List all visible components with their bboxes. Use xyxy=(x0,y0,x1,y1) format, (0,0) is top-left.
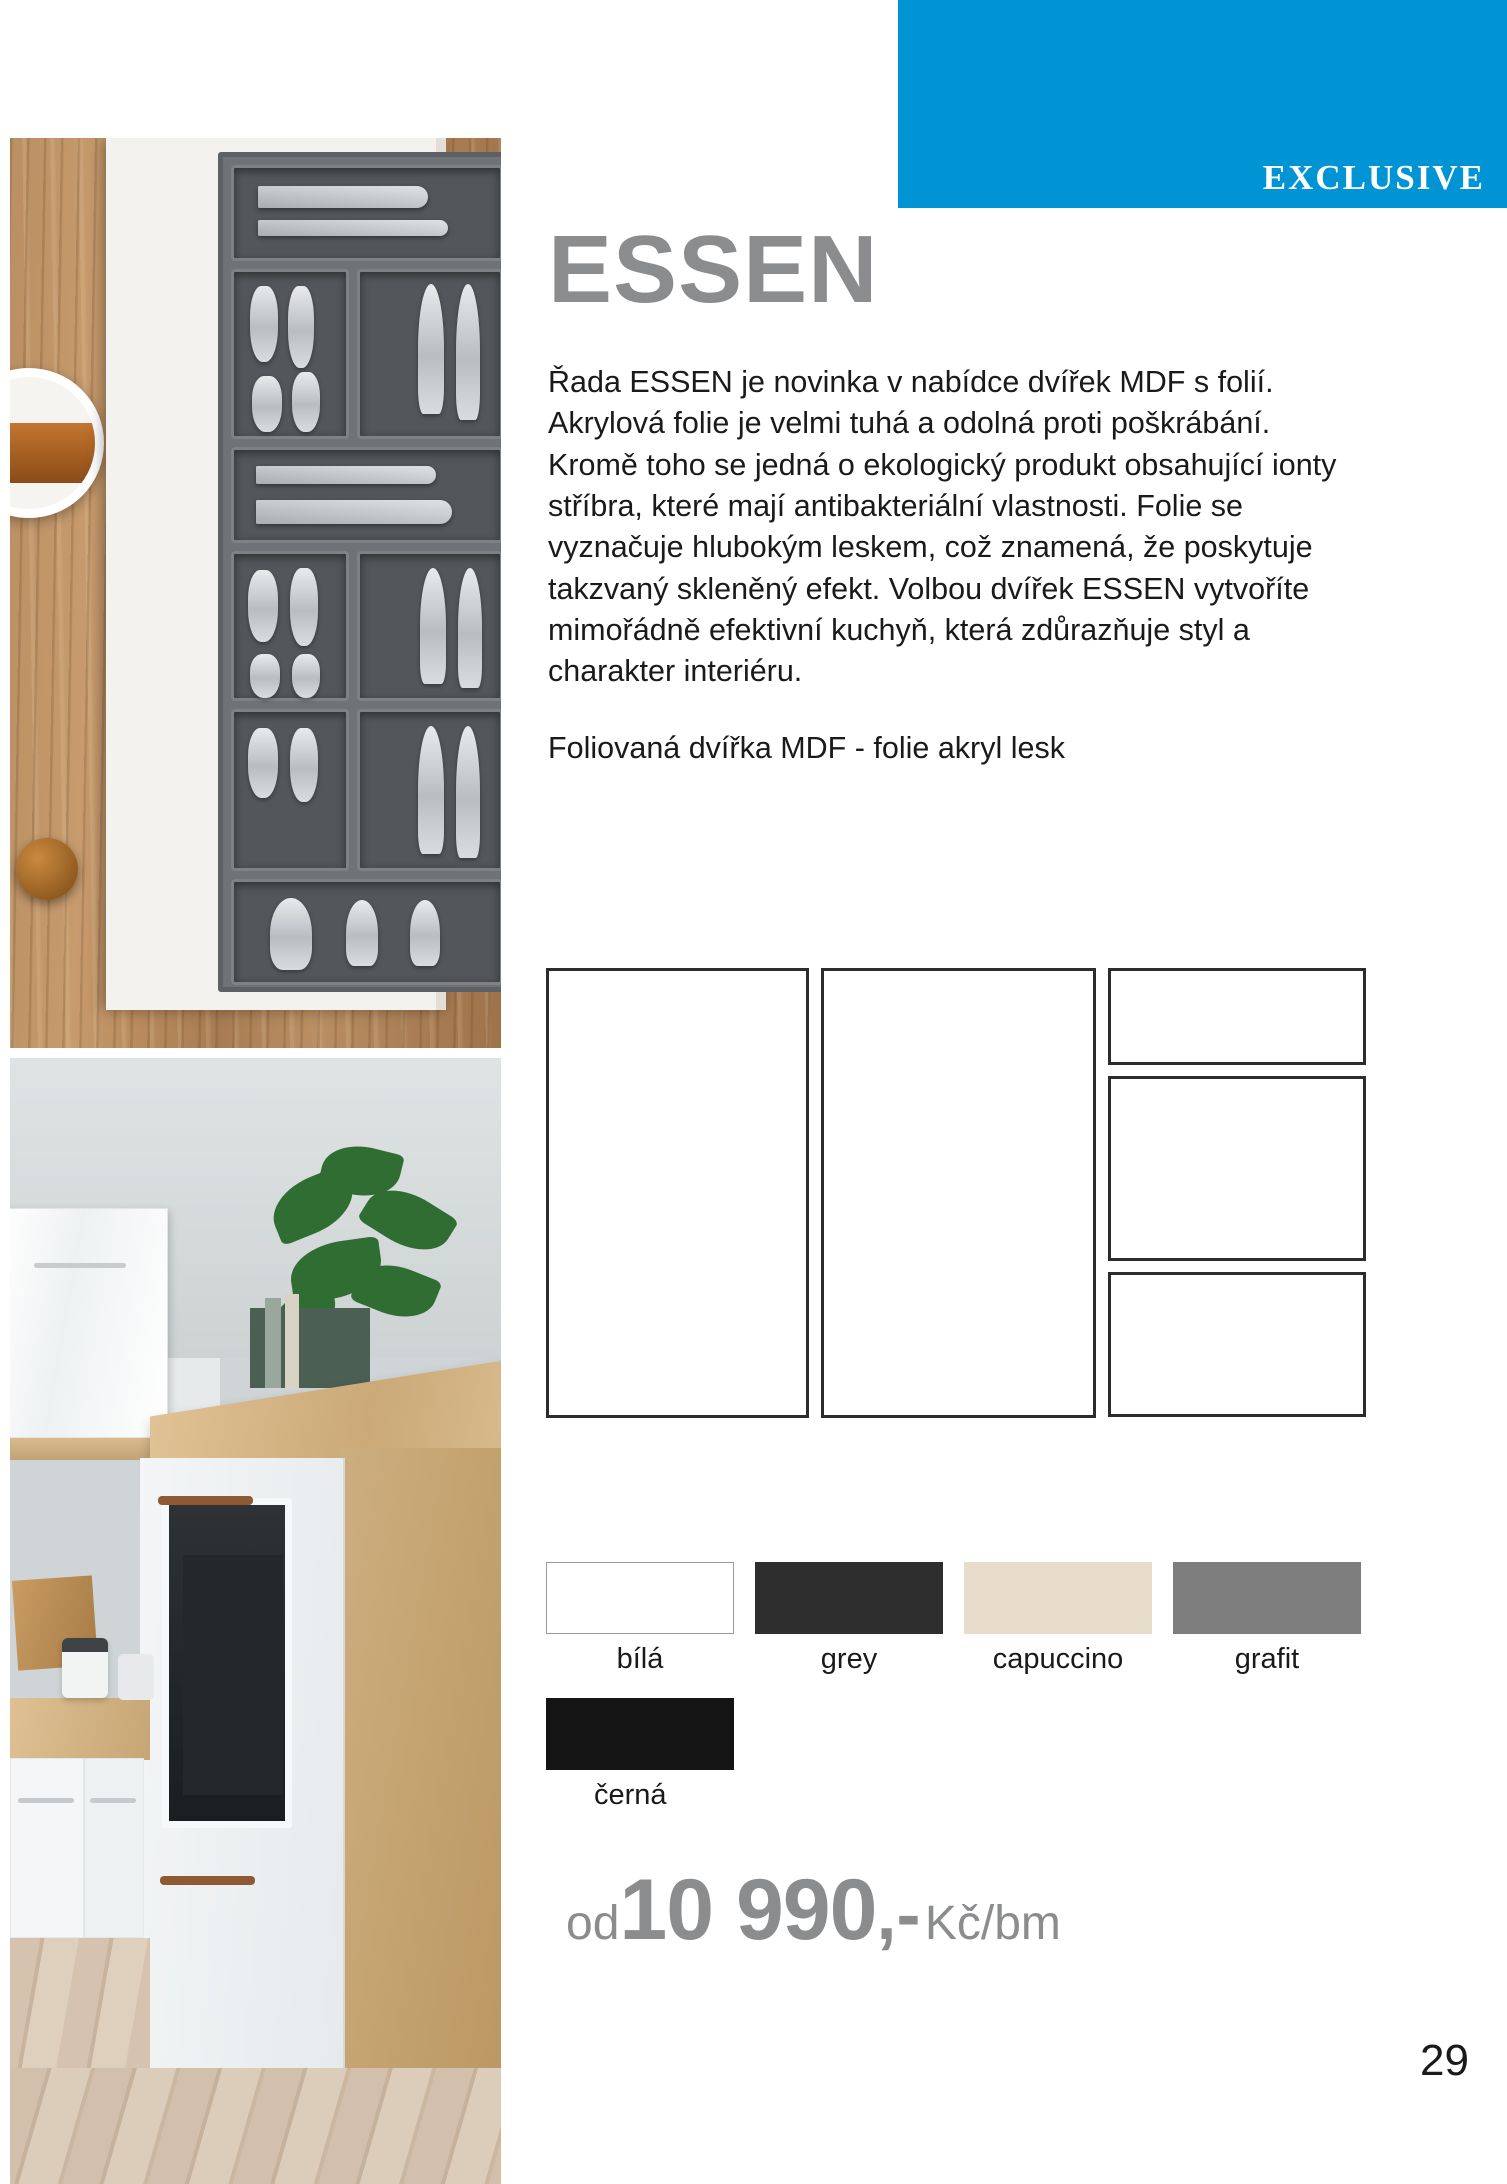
built-in-oven xyxy=(162,1498,292,1828)
cabinet-handle xyxy=(158,1496,253,1505)
swatch-label: grafit xyxy=(1234,1643,1300,1675)
spice-bowl-decor xyxy=(16,838,78,900)
fork xyxy=(292,372,320,432)
spoon xyxy=(250,654,280,698)
price-prefix: od xyxy=(566,1897,620,1950)
price-value: 10 990 xyxy=(619,1862,877,1958)
book xyxy=(265,1298,281,1388)
photo-column xyxy=(10,138,501,2046)
exclusive-banner xyxy=(898,0,1507,208)
page-number: 29 xyxy=(1420,2036,1469,2085)
spoon xyxy=(250,286,278,362)
fork xyxy=(290,568,318,646)
product-description: Řada ESSEN je novinka v nabídce dvířek MDF s folií. Akrylová folie je velmi tuhá a odolná proti poškrábání. Kromě toho se jedná o ekologický produkt obsahující ionty stříbra, které mají antibakteriální vlastnosti. Folie se vyznačuje hlubokým leskem, což znamená, že poskytuje takzvaný skleněný efekt. Volbou dvířek ESSEN vytvoříte mimořádně efektivní kuchyň, která zdůrazňuje styl a charakter interiéru. xyxy=(548,365,1337,689)
tray-compartment xyxy=(231,447,501,543)
tray-compartment xyxy=(231,165,501,261)
swatch-chip-cerna xyxy=(546,1698,734,1770)
lower-cabinet xyxy=(10,1758,84,1938)
swatch-chip-capuccino xyxy=(964,1562,1152,1634)
spoon xyxy=(456,726,480,858)
price-block xyxy=(566,1861,1061,1960)
tray-compartment xyxy=(231,709,349,871)
fork xyxy=(290,728,318,802)
upper-cabinet-handle xyxy=(34,1263,126,1268)
tray-compartment xyxy=(231,879,501,985)
jar-decor xyxy=(62,1638,108,1698)
door-plain-tall xyxy=(546,968,809,1418)
swatch-cerna[interactable] xyxy=(546,1698,734,1812)
cabinet-handle xyxy=(90,1798,136,1803)
tray-compartment xyxy=(357,709,501,871)
knife-blade xyxy=(256,466,436,484)
swatch-label: grey xyxy=(820,1643,878,1675)
food-decor xyxy=(10,423,104,483)
spoon xyxy=(420,568,446,684)
swatch-label: bílá xyxy=(616,1643,664,1675)
spoon xyxy=(410,900,440,966)
tray-compartment xyxy=(231,551,349,701)
white-gloss-kitchen-photo xyxy=(10,1058,501,2184)
tray-compartment xyxy=(357,269,501,439)
lower-cabinet xyxy=(84,1758,144,1938)
door-segment-middle xyxy=(1108,1076,1366,1261)
left-worktop xyxy=(10,1698,150,1760)
swatch-chip-grafit xyxy=(1173,1562,1361,1634)
door-diagrams xyxy=(546,968,1368,1418)
product-subtitle: Foliovaná dvířka MDF - folie akryl lesk xyxy=(548,730,1065,765)
cabinet-handle xyxy=(160,1876,255,1885)
color-swatches xyxy=(546,1562,1376,1812)
spoon xyxy=(346,900,378,966)
drawer-cutlery-insert-photo xyxy=(10,138,501,1048)
upper-cabinet xyxy=(10,1208,168,1438)
exclusive-label: EXCLUSIVE xyxy=(1262,158,1485,197)
spoon xyxy=(418,726,444,854)
swatch-row-1 xyxy=(546,1562,1376,1676)
cabinet-handle xyxy=(18,1798,74,1803)
swatch-capuccino[interactable] xyxy=(964,1562,1152,1676)
jar-decor xyxy=(118,1654,154,1700)
fork xyxy=(248,728,278,798)
fork xyxy=(248,570,278,642)
floor xyxy=(10,2068,501,2184)
swatch-label: capuccino xyxy=(992,1643,1124,1675)
open-drawer xyxy=(106,138,446,1010)
knife-blade xyxy=(258,186,428,208)
price-unit: Kč/bm xyxy=(924,1897,1061,1950)
cutlery-tray xyxy=(218,152,501,992)
spoon xyxy=(292,654,320,698)
swatch-row-2 xyxy=(546,1698,1376,1812)
spoon xyxy=(252,376,282,432)
swatch-grafit[interactable] xyxy=(1173,1562,1361,1676)
swatch-label: černá xyxy=(594,1779,667,1811)
tray-compartment xyxy=(357,551,501,701)
book xyxy=(285,1294,299,1388)
door-split-three xyxy=(1108,968,1366,1418)
door-segment-bottom xyxy=(1108,1272,1366,1417)
ladle xyxy=(270,898,312,970)
product-info xyxy=(548,216,1368,766)
fork xyxy=(288,286,314,368)
knife-blade xyxy=(256,500,452,524)
page-title: ESSEN xyxy=(548,216,879,323)
swatch-chip-grey xyxy=(755,1562,943,1634)
swatch-chip-bila xyxy=(546,1562,734,1634)
tray-compartment xyxy=(231,269,349,439)
spoon xyxy=(418,284,444,414)
knife-blade xyxy=(258,220,448,236)
door-segment-top xyxy=(1108,968,1366,1065)
spoon xyxy=(456,284,480,420)
door-plain-wide xyxy=(821,968,1096,1418)
swatch-grey[interactable] xyxy=(755,1562,943,1676)
oven-glass xyxy=(183,1555,283,1795)
spoon xyxy=(458,568,482,688)
jar-lid xyxy=(62,1638,108,1652)
swatch-bila[interactable] xyxy=(546,1562,734,1676)
price-dash: ,- xyxy=(876,1875,921,1955)
